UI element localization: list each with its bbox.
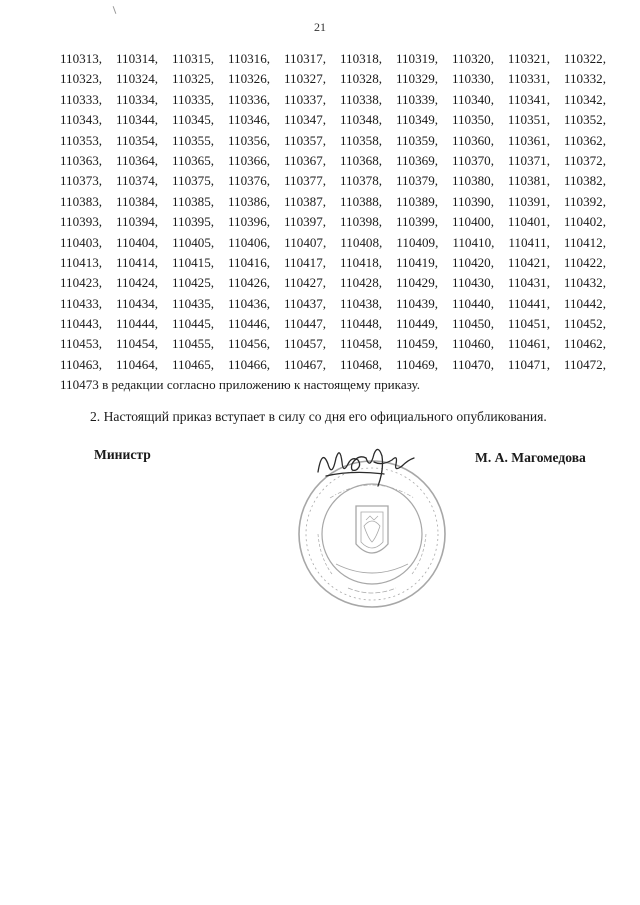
number-row: 110343, 110344, 110345, 110346, 110347, 110348, 110349, 110350, 110351, 110352,	[60, 112, 606, 128]
handwritten-signature-icon	[312, 440, 422, 492]
number-row: 110333, 110334, 110335, 110336, 110337, 110338, 110339, 110340, 110341, 110342,	[60, 91, 606, 107]
clause-two-paragraph: 2. Настоящий приказ вступает в силу со дня его официального опубликования.	[90, 409, 547, 424]
number-row: 110353, 110354, 110355, 110356, 110357, 110358, 110359, 110360, 110361, 110362,	[60, 132, 606, 148]
number-row: 110403, 110404, 110405, 110406, 110407, 110408, 110409, 110410, 110411, 110412,	[60, 234, 606, 250]
number-row: 110433, 110434, 110435, 110436, 110437, 110438, 110439, 110440, 110441, 110442,	[60, 295, 606, 311]
number-row: 110313, 110314, 110315, 110316, 110317, 110318, 110319, 110320, 110321, 110322,	[60, 51, 606, 66]
number-row: 110453, 110454, 110455, 110456, 110457, 110458, 110459, 110460, 110461, 110462,	[60, 336, 606, 352]
number-row: 110323, 110324, 110325, 110326, 110327, 110328, 110329, 110330, 110331, 110332,	[60, 71, 606, 87]
number-row: 110423, 110424, 110425, 110426, 110427, 110428, 110429, 110430, 110431, 110432,	[60, 275, 606, 291]
number-row-final: 110473 в редакции согласно приложению к настоящему приказу.	[60, 377, 421, 393]
number-row: 110393, 110394, 110395, 110396, 110397, 110398, 110399, 110400, 110401, 110402,	[60, 214, 606, 230]
number-row: 110463, 110464, 110465, 110466, 110467, 110468, 110469, 110470, 110471, 110472,	[60, 356, 606, 372]
number-row: 110373, 110374, 110375, 110376, 110377, 110378, 110379, 110380, 110381, 110382,	[60, 173, 606, 189]
signatory-name: М. А. Магомедова	[475, 450, 586, 465]
number-row: 110363, 110364, 110365, 110366, 110367, 110368, 110369, 110370, 110371, 110372,	[60, 152, 606, 168]
number-row: 110413, 110414, 110415, 110416, 110417, 110418, 110419, 110420, 110421, 110422,	[60, 254, 606, 270]
number-row: 110443, 110444, 110445, 110446, 110447, 110448, 110449, 110450, 110451, 110452,	[60, 316, 606, 332]
number-row: 110383, 110384, 110385, 110386, 110387, 110388, 110389, 110390, 110391, 110392,	[60, 193, 606, 209]
signatory-title: Министр	[94, 447, 151, 462]
page-number: 21	[314, 20, 326, 34]
